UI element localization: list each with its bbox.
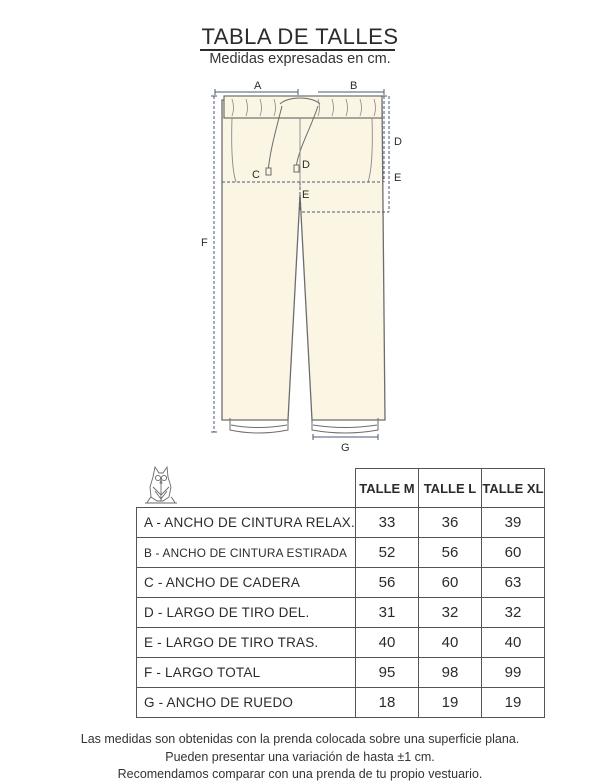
label-c: C (252, 169, 260, 181)
owl-logo (141, 463, 181, 505)
value-cell: 52 (355, 538, 418, 568)
page-subtitle: Medidas expresadas en cm. (209, 51, 391, 67)
row-label: B - ANCHO DE CINTURA ESTIRADA (137, 538, 356, 568)
page-title: TABLA DE TALLES (201, 24, 399, 49)
label-b: B (350, 80, 358, 92)
value-cell: 33 (355, 508, 418, 538)
value-cell: 19 (418, 688, 481, 718)
table-row (137, 658, 545, 688)
column-header-xl: TALLE XL (481, 469, 544, 508)
row-label: F - LARGO TOTAL (137, 658, 356, 688)
value-cell: 32 (418, 598, 481, 628)
size-table (136, 468, 545, 718)
footer-line: Las medidas son obtenidas con la prenda colocada sobre una superficie plana. (80, 732, 520, 746)
label-d: D (302, 159, 310, 171)
value-cell: 98 (418, 658, 481, 688)
row-label: C - ANCHO DE CADERA (137, 568, 356, 598)
value-cell: 32 (481, 598, 544, 628)
value-cell: 40 (355, 628, 418, 658)
label-d-side: D (394, 136, 402, 148)
value-cell: 19 (481, 688, 544, 718)
label-g: G (341, 442, 350, 454)
label-a: A (254, 80, 262, 92)
value-cell: 56 (418, 538, 481, 568)
row-label: G - ANCHO DE RUEDO (137, 688, 356, 718)
value-cell: 40 (481, 628, 544, 658)
table-corner (137, 469, 356, 508)
table-row (137, 598, 545, 628)
value-cell: 60 (418, 568, 481, 598)
footer-line: Recomendamos comparar con una prenda de tu propio vestuario. (117, 767, 483, 781)
row-label: E - LARGO DE TIRO TRAS. (137, 628, 356, 658)
row-label: A - ANCHO DE CINTURA RELAX. (137, 508, 356, 538)
footer-notes (0, 731, 600, 784)
value-cell: 60 (481, 538, 544, 568)
footer-line: Pueden presentar una variación de hasta ±1 cm. (165, 749, 435, 764)
label-e-side: E (394, 172, 402, 184)
table-row (137, 568, 545, 598)
value-cell: 63 (481, 568, 544, 598)
table-row (137, 628, 545, 658)
value-cell: 56 (355, 568, 418, 598)
value-cell: 95 (355, 658, 418, 688)
column-header-l: TALLE L (418, 469, 481, 508)
table-row (137, 508, 545, 538)
table-header-row (137, 469, 545, 508)
label-e: E (302, 189, 310, 201)
table-row (137, 688, 545, 718)
table-row (137, 538, 545, 568)
column-header-m: TALLE M (355, 469, 418, 508)
pants-body (222, 100, 385, 420)
row-label: D - LARGO DE TIRO DEL. (137, 598, 356, 628)
value-cell: 40 (418, 628, 481, 658)
label-f: F (201, 237, 208, 249)
value-cell: 18 (355, 688, 418, 718)
value-cell: 39 (481, 508, 544, 538)
value-cell: 99 (481, 658, 544, 688)
value-cell: 36 (418, 508, 481, 538)
value-cell: 31 (355, 598, 418, 628)
